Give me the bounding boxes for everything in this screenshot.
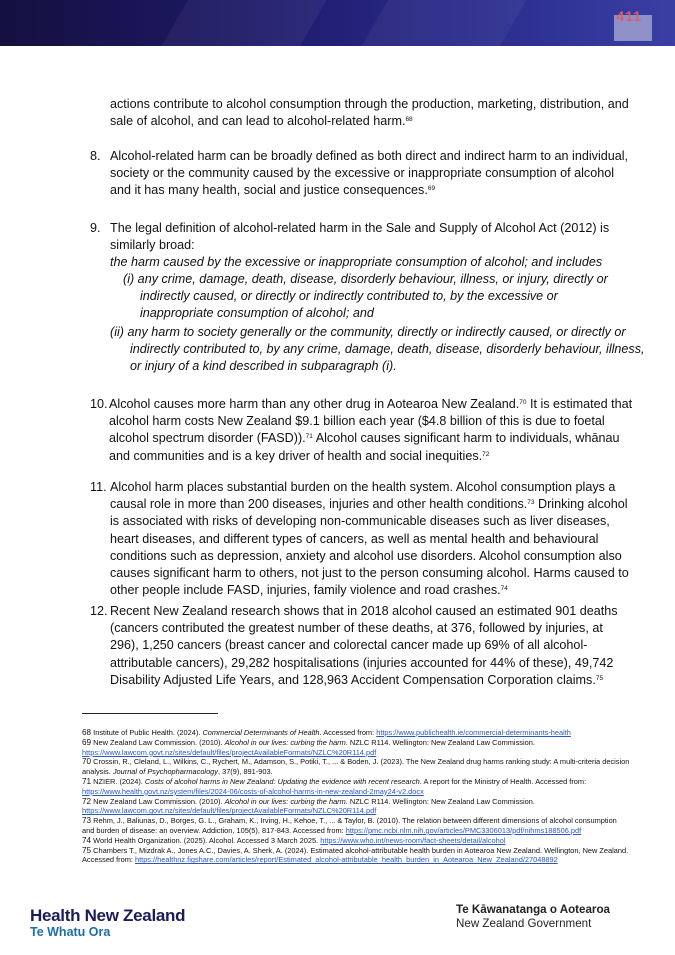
paragraph-text: It is estimated that alcohol harm costs New Zealand $9.1 billion each year ($4.8 billion of this is due to foetal alcohol spectrum disorder (FASD)). [109, 397, 633, 446]
paragraph-11 [90, 479, 635, 599]
intro-text: actions contribute to alcohol consumption through the production, marketing, distribution, and sale of alcohol, and can lead to alcohol-related harm. [110, 97, 629, 129]
paragraph-number: 11. [90, 480, 107, 494]
footnote-69 [82, 738, 630, 758]
footnote-number: 69 [82, 737, 92, 747]
footnote-title: Alcohol in our lives: curbing the harm [224, 796, 346, 806]
footnote-ref: 73 [527, 499, 535, 507]
footnote-link[interactable]: https://www.lawcom.govt.nz/sites/default/files/projectAvailableFormats/NZLC%20R114.pdf [82, 806, 377, 816]
banner-stripe [353, 0, 527, 46]
footnote-link[interactable]: https://pmc.ncbi.nlm.nih.gov/articles/PMC3306013/pdf/nihms188506.pdf [345, 825, 582, 835]
footnote-text: , 37(9), 891-903. [217, 767, 273, 777]
footnote-title: Alcohol in our lives: curbing the harm [224, 737, 346, 747]
footnote-number: 70 [82, 757, 92, 767]
logo-title: Te Kāwanatanga o Aotearoa [456, 903, 610, 916]
footnote-link[interactable]: https://www.health.govt.nz/system/files/2024-06/costs-of-alcohol-harms-in-new-zealand-2may24-v2.docx [82, 786, 424, 796]
logo-subtitle: New Zealand Government [456, 917, 592, 930]
paragraph-text: Alcohol causes significant harm to individuals, whānau and communities and is a key driver of health and social inequities. [109, 431, 620, 463]
page-number: 411 [616, 8, 642, 24]
paragraph-number: 10. [90, 397, 108, 411]
footnote-text: Chambers T., Mizdrak A., Jones A.C., Davies, A. Sherk, A. (2024). Estimated alcohol-attributable health burden in Aotearoa New Zealand. Wellington, New Zealand. Accessed from: [82, 845, 629, 865]
paragraph-text: Recent New Zealand research shows that in 2018 alcohol caused an estimated 901 deaths (cancers contributed the greatest number of these deaths, at 376, followed by injuries, at 296), 1,250 cancers (breast cancer and colorectal cancer made up 69% of all alcohol-attributable cancers), 29,282 hospitalisations (injuries accounted for 44% of these), 49,742 Disability Adjusted Life Years, and 128,963 Accident Compensation Corporation claims. [110, 604, 618, 687]
footnote-text: NZIER. (2024). [91, 776, 145, 786]
footnote-text: World Health Organization. (2025). Alcohol. Accessed 3 March 2025. [91, 835, 321, 845]
footnote-number: 71 [82, 776, 92, 786]
footnote-text: . Accessed from: [319, 728, 377, 737]
footnote-68 [82, 728, 630, 738]
legal-quote-i: (i) any crime, damage, death, disease, disorderly behaviour, illness, or injury, directly or indirectly caused, or directly or indirectly contributed to, by the excessive or inappropriate consumption of alcohol; and [123, 272, 608, 321]
paragraph-9 [90, 220, 635, 254]
legal-quote-ii: (ii) any harm to society generally or the community, directly or indirectly caused, or directly or indirectly contributed to, by any crime, damage, death, disease, disorderly behaviour, illness, or injury of a kind described in subparagraph (i). [110, 325, 645, 374]
paragraph-number: 9. [90, 221, 101, 235]
footnote-text: New Zealand Law Commission. (2010). [91, 796, 225, 806]
paragraph-text: Alcohol causes more harm than any other drug in Aotearoa New Zealand. [109, 397, 520, 411]
paragraph-8 [90, 148, 635, 200]
footnote-ref: 68 [405, 116, 413, 124]
footnote-text: . NZLC R114. Wellington: New Zealand Law Commission. [345, 737, 535, 747]
footnote-link[interactable]: https://www.lawcom.govt.nz/sites/default/files/projectAvailableFormats/NZLC%20R114.pdf [82, 747, 377, 757]
paragraph-text: Alcohol harm places substantial burden on the health system. Alcohol consumption plays a causal role in more than 200 diseases, injuries and other health conditions. [110, 480, 616, 512]
footnote-number: 74 [82, 835, 92, 845]
footnote-ref: 69 [427, 185, 436, 193]
footnote-text: . A report for the Ministry of Health. Accessed from: [419, 776, 587, 786]
banner-stripe [153, 0, 327, 46]
footnote-75 [82, 846, 630, 866]
footnote-link[interactable]: https://healthnz.figshare.com/articles/report/Estimated_alcohol-attributable_health_burden_in_Aotearoa_New_Zealand/27048892 [134, 855, 558, 865]
footnote-title: Costs of alcohol harms in New Zealand: Updating the evidence with recent research [144, 776, 420, 786]
footnote-number: 73 [82, 816, 92, 826]
footnote-ref: 71 [305, 433, 313, 441]
paragraph-number: 12. [90, 604, 108, 618]
paragraph-text: The legal definition of alcohol-related harm in the Sale and Supply of Alcohol Act (2012) is similarly broad: [110, 221, 610, 253]
footnote-73 [82, 816, 630, 836]
nz-government-logo [456, 903, 610, 930]
logo-title: Health New Zealand [30, 906, 186, 925]
footnote-71 [82, 777, 630, 797]
footnote-link[interactable]: https://www.publichealth.ie/commercial-determinants-health [376, 728, 571, 737]
logo-subtitle: Te Whatu Ora [30, 925, 111, 939]
footnote-text: Rehm, J., Baliunas, D., Borges, G. L., Graham, K., Irving, H., Kehoe, T., ... & Taylor, B. (2010). The relation between different dimensions of alcohol consumption and burden of disease: an overview. Addiction, 105(5), 817-843. Accessed from: [82, 816, 617, 835]
header-banner [0, 0, 675, 46]
footnote-number: 75 [82, 845, 92, 855]
footnote-text: . NZLC R114. Wellington: New Zealand Law Commission. [345, 796, 535, 806]
footnote-70 [82, 757, 630, 777]
footnote-text: Institute of Public Health. (2024). [91, 728, 203, 737]
footnotes [82, 728, 630, 865]
legal-quote-intro: the harm caused by the excessive or inappropriate consumption of alcohol; and includes [110, 255, 603, 269]
health-nz-logo [30, 906, 185, 939]
footnote-text: Crossin, R., Cleland, L., Wilkins, C., Rychert, M., Adamson, S., Potiki, T., ... & Boden, J. (2023). The New Zealand drug harms ranking study: A multi-criteria decision analysis. [82, 757, 630, 777]
footnote-ref: 70 [519, 399, 527, 406]
footnote-number: 68 [82, 728, 92, 737]
footnote-text: New Zealand Law Commission. (2010). [91, 737, 225, 747]
footnote-ref: 72 [482, 450, 490, 458]
intro-continuation [110, 96, 635, 130]
paragraph-text: Drinking alcohol is associated with risks of developing non-communicable diseases such as liver diseases, heart diseases, and different types of cancers, as well as mental health and behavioural conditions such as depression, anxiety and alcohol use disorders. Alcohol consumption also causes significant harm to others, not just to the person consuming alcohol. Harms caused to other people include FASD, injuries, family violence and road crashes. [110, 497, 629, 598]
footnote-title: Commercial Determinants of Health [202, 728, 320, 737]
footnote-ref: 75 [595, 674, 604, 682]
footnote-72 [82, 797, 630, 817]
footnote-divider [82, 713, 218, 714]
paragraph-text: Alcohol-related harm can be broadly defined as both direct and indirect harm to an individual, society or the community caused by the excessive or inappropriate consumption of alcohol and it has many health, social and justice consequences. [110, 149, 629, 198]
footnote-number: 72 [82, 796, 92, 806]
footnote-title: Journal of Psychopharmacology [112, 767, 218, 777]
footnote-link[interactable]: https://www.who.int/news-room/fact-sheets/detail/alcohol [320, 835, 506, 845]
paragraph-10 [90, 396, 635, 465]
footnote-ref: 74 [500, 585, 508, 593]
paragraph-12 [90, 603, 635, 689]
paragraph-number: 8. [90, 149, 101, 163]
footnote-74 [82, 836, 630, 846]
